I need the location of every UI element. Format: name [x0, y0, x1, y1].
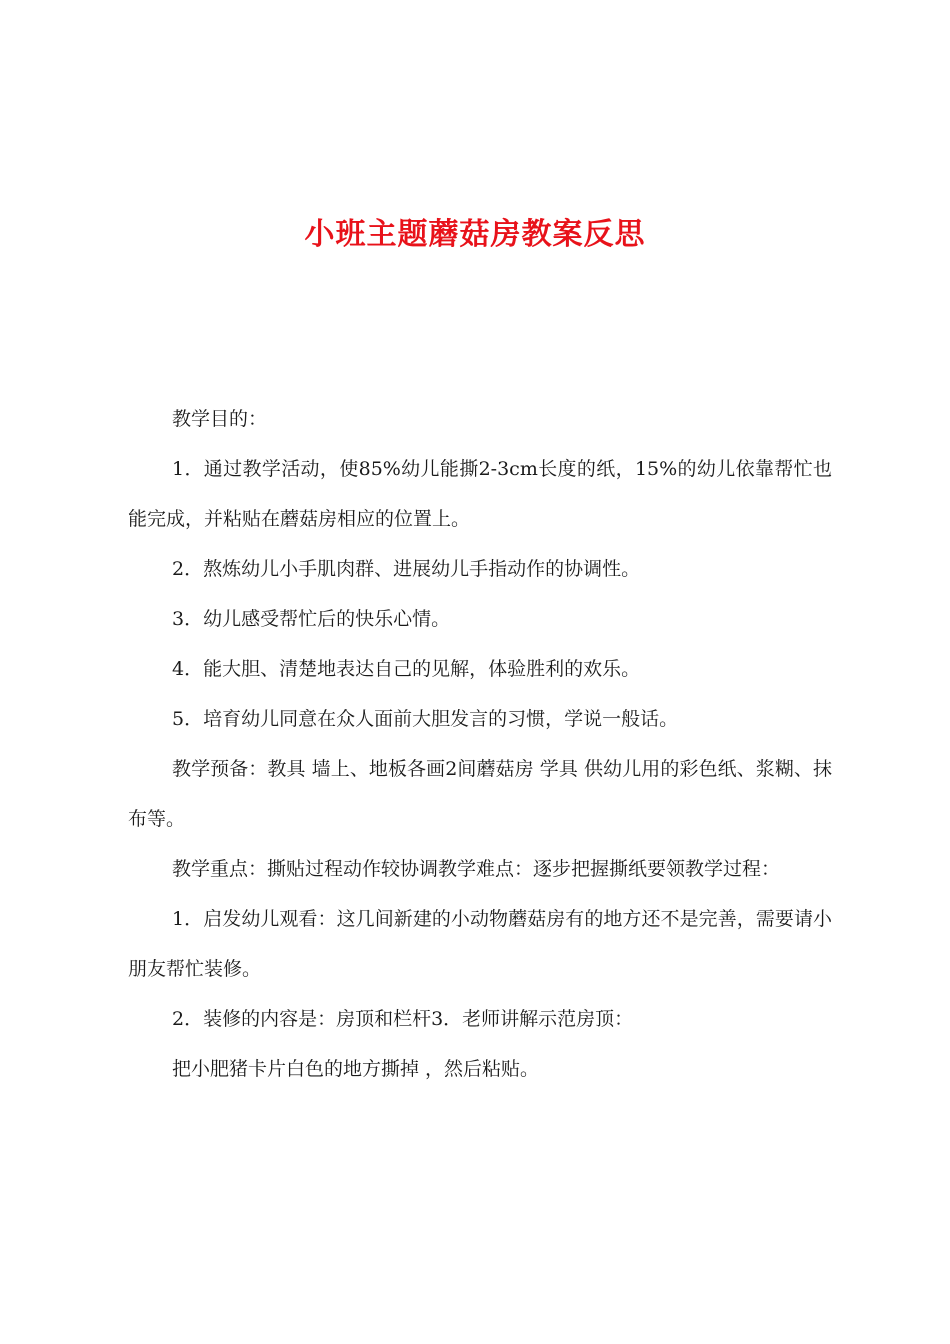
paragraph-preparation: 教学预备：教具 墙上、地板各画2间蘑菇房 学具 供幼儿用的彩色纸、浆糊、抹布等。 — [128, 758, 832, 830]
paragraph-objective-2: 2．熬炼幼儿小手肌肉群、进展幼儿手指动作的协调性。 — [172, 558, 641, 580]
document-title: 小班主题蘑菇房教案反思 — [304, 217, 646, 252]
paragraph-objective-5: 5．培育幼儿同意在众人面前大胆发言的习惯，学说一般话。 — [172, 708, 679, 730]
paragraph-objective-3: 3．幼儿感受帮忙后的快乐心情。 — [172, 608, 451, 630]
paragraph-process-1: 1．启发幼儿观看：这几间新建的小动物蘑菇房有的地方还不是完善，需要请小朋友帮忙装修。 — [128, 908, 832, 980]
paragraph-objectives-heading: 教学目的： — [172, 408, 268, 430]
paragraph-key-points: 教学重点：撕贴过程动作较协调教学难点：逐步把握撕纸要领教学过程： — [172, 858, 781, 880]
paragraph-process-3: 把小肥猪卡片白色的地方撕掉 ，然后粘贴。 — [172, 1058, 540, 1080]
paragraph-objective-4: 4．能大胆、清楚地表达自己的见解，体验胜利的欢乐。 — [172, 658, 641, 680]
paragraph-process-2: 2．装修的内容是：房顶和栏杆3．老师讲解示范房顶： — [172, 1008, 634, 1030]
paragraph-objective-1: 1．通过教学活动，使85%幼儿能撕2-3cm长度的纸，15%的幼儿依靠帮忙也能完成，并粘贴在蘑菇房相应的位置上。 — [128, 458, 832, 530]
document-body — [128, 394, 832, 1094]
